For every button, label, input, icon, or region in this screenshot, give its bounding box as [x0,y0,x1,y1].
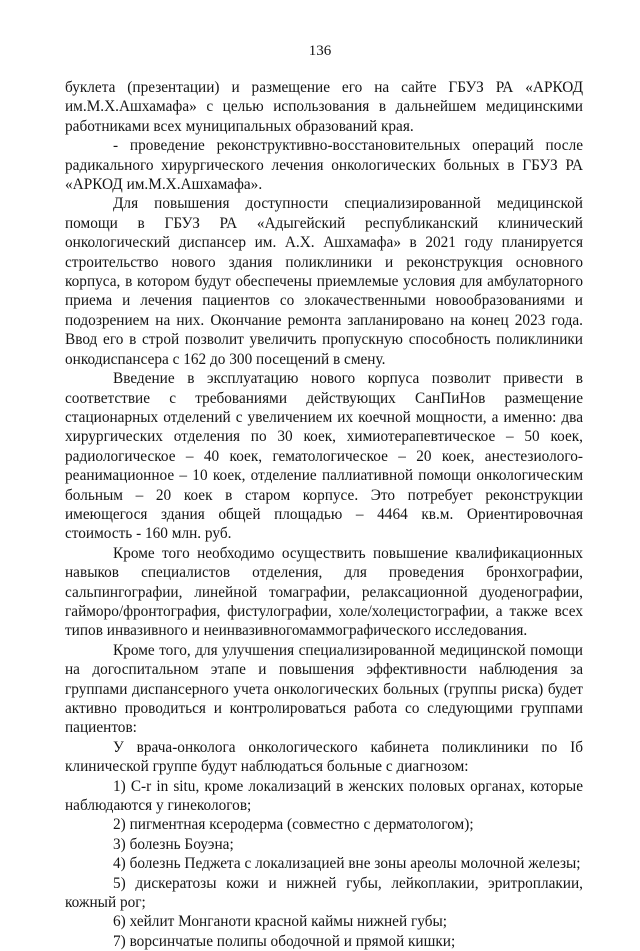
list-item: 1) C-r in situ, кроме локализаций в женских половых органах, которые наблюдаются у гинекологов; [65,777,583,815]
list-item: 7) ворсинчатые полипы ободочной и прямой кишки; [113,932,456,950]
list-item: 5) дискератозы кожи и нижней губы, лейкоплакии, эритроплакии, кожный рог; [65,874,583,912]
list-item: 2) пигментная ксеродерма (совместно с дерматологом); [113,816,474,834]
list-item: 4) болезнь Педжета с локализацией вне зоны ареолы молочной железы; [113,855,581,873]
paragraph-reconstructive-operations: - проведение реконструктивно-восстановительных операций после радикального хирургического лечения онкологических больных в ГБУЗ РА «АРКОД им.М.Х.Ашхамафа». [65,137,583,194]
list-item: 6) хейлит Монганоти красной каймы нижней губы; [113,913,448,931]
list-item: 3) болезнь Боуэна; [113,835,234,853]
page-number: 136 [308,43,332,59]
paragraph-qualification: Кроме того необходимо осуществить повышение квалификационных навыков специалистов отделения, для проведения бронхографии, сальпингографии, линейной томаграфии, релаксационной дуоденографии, гайморо/фронтография, фистулографии, холе/холецистографии, а также всех типов инвазивного и неинвазивногомаммографического исследования. [65,544,583,640]
paragraph-prehospital: Кроме того, для улучшения специализированной медицинской помощи на догоспитальном этапе и повышения эффективности наблюдения за группами диспансерного учета онкологических больных (группы риска) будет активно проводиться и контролироваться работа со следующими группами пациентов: [65,641,583,737]
paragraph-new-building: Для повышения доступности специализированной медицинской помощи в ГБУЗ РА «Адыгейский республиканский клинический онкологический диспансер им. А.Х. Ашхамафа» в 2021 году планируется строительство нового здания поликлиники и реконструкция основного корпуса, в котором будут обеспечены приемлемые условия для амбулаторного приема и лечения пациентов со злокачественными новообразованиями и подозрением на них. Окончание ремонта запланировано на конец 2023 года. Ввод его в строй позволит увеличить пропускную способность поликлиники онкодиспансера с 162 до 300 посещений в смену. [65,195,583,368]
paragraph-booklet: буклета (презентации) и размещение его на сайте ГБУЗ РА «АРКОД им.М.Х.Ашхамафа» с целью использования в дальнейшем медицинскими работниками всех муниципальных образований края. [65,79,583,135]
paragraph-oncologist-group: У врача-онколога онкологического кабинета поликлиники по Iб клинической группе будут наблюдаться больные с диагнозом: [65,738,583,776]
document-body [65,78,583,951]
paragraph-new-corpus: Введение в эксплуатацию нового корпуса позволит привести в соответствие с требованиями действующих СанПиНов размещение стационарных отделений с увеличением их коечной мощности, а именно: два хирургических отделения по 30 коек, химиотерапевтическое – 50 коек, радиологическое – 40 коек, гематологическое – 20 коек, анестезиолого-реанимационное – 10 коек, отделение паллиативной помощи онкологическим больным – 20 коек в старом корпусе. Это потребует реконструкции имеющегося здания общей площадью – 4464 кв.м. Ориентировочная стоимость - 160 млн. руб. [65,370,583,543]
